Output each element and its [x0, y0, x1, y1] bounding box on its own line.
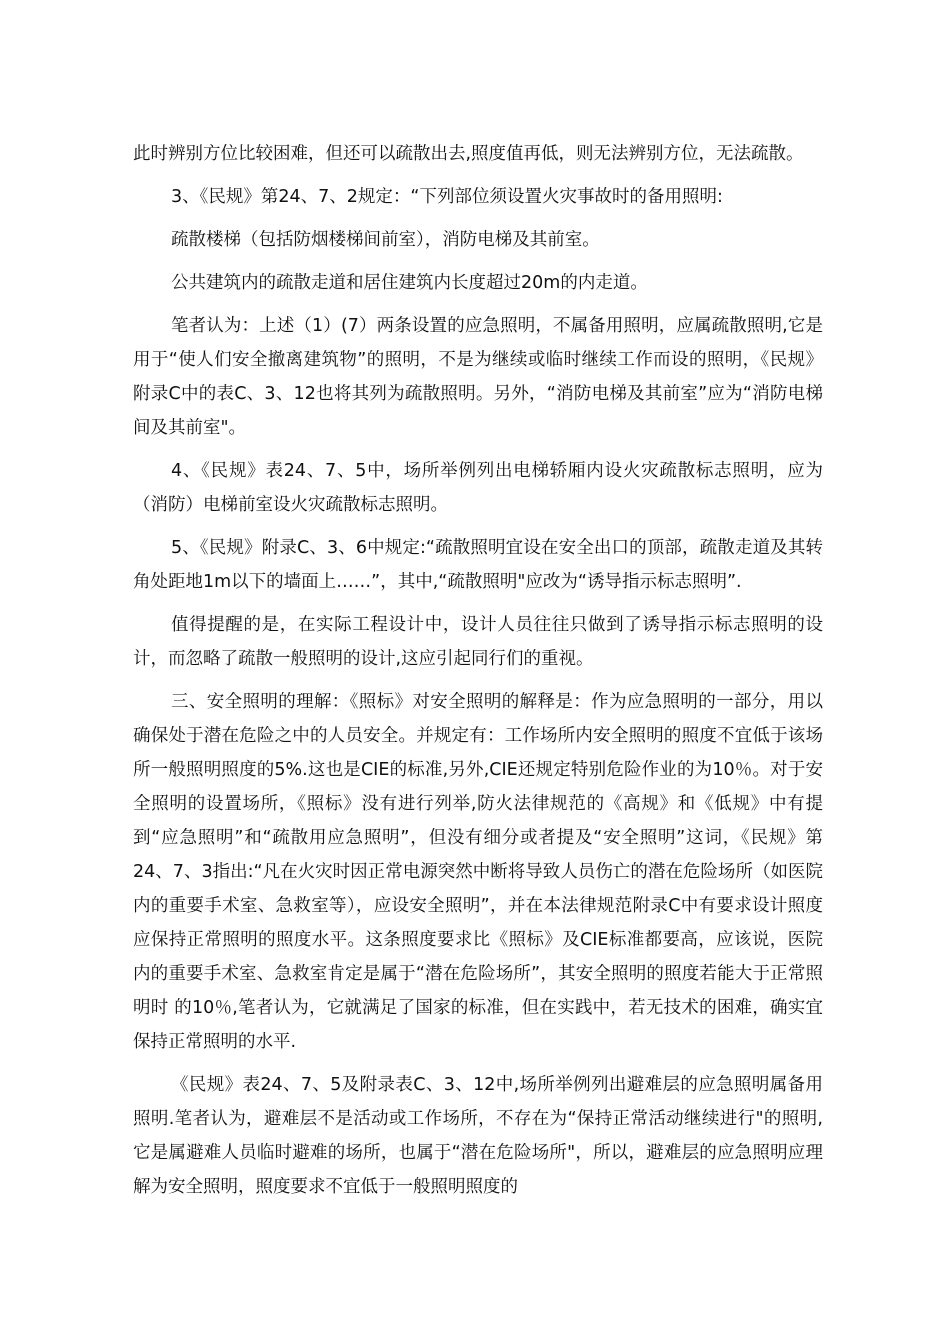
paragraph-author-opinion: 笔者认为：上述（1）(7）两条设置的应急照明，不属备用照明，应属疏散照明,它是用于“使人们安全撤离建筑物”的照明，不是为继续或临时继续工作而设的照明，《民规》附录C中的表C、3、12也将其列为疏散照明。另外，“消防电梯及其前室”应为“消防电梯间及其前室"。 [133, 316, 823, 438]
paragraph-reminder: 值得提醒的是，在实际工程设计中，设计人员往往只做到了诱导指示标志照明的设计，而忽略了疏散一般照明的设计,这应引起同行们的重视。 [133, 615, 823, 669]
paragraph-item-5: 5、《民规》附录C、3、6中规定:“疏散照明宜设在安全出口的顶部，疏散走道及其转角处距地1m以下的墙面上……”，其中,“疏散照明"应改为“诱导指示标志照明”. [133, 538, 823, 592]
paragraph-item-3: 3、《民规》第24、7、2规定：“下列部位须设置火灾事故时的备用照明: [171, 187, 723, 207]
paragraph-corridors: 公共建筑内的疏散走道和居住建筑内长度超过20m的内走道。 [171, 273, 648, 293]
paragraph-refuge-floor: 《民规》表24、7、5及附录表C、3、12中,场所举例列出避难层的应急照明属备用照明.笔者认为，避难层不是活动或工作场所，不存在为“保持正常活动继续进行"的照明,它是属避难人员临时避难的场所，也属于“潜在危险场所"，所以，避难层的应急照明应理解为安全照明，照度要求不宜低于一般照明照度的 [133, 1075, 823, 1197]
paragraph-safety-lighting: 三、安全照明的理解：《照标》对安全照明的解释是：作为应急照明的一部分，用以确保处于潜在危险之中的人员安全。并规定有：工作场所内安全照明的照度不宜低于该场所一般照明照度的5%.这也是CIE的标准,另外,CIE还规定特别危险作业的为10％。对于安全照明的设置场所，《照标》没有进行列举,防火法律规范的《高规》和《低规》中有提到“应急照明”和“疏散用应急照明”，但没有细分或者提及“安全照明”这词，《民规》第24、7、3指出:“凡在火灾时因正常电源突然中断将导致人员伤亡的潜在危险场所（如医院内的重要手术室、急救室等），应设安全照明”，并在本法律规范附录C中有要求设计照度应保持正常照明的照度水平。这条照度要求比《照标》及CIE标准都要高，应该说，医院内的重要手术室、急救室肯定是属于“潜在危险场所”，其安全照明的照度若能大于正常照明时 的10％,笔者认为，它就满足了国家的标准，但在实践中，若无技术的困难，确实宜保持正常照明的水平. [133, 692, 823, 1052]
paragraph-evacuation-stairs: 疏散楼梯（包括防烟楼梯间前室），消防电梯及其前室。 [171, 230, 600, 250]
paragraph-item-4: 4、《民规》表24、7、5中，场所举例列出电梯轿厢内设火灾疏散标志照明，应为（消防）电梯前室设火灾疏散标志照明。 [133, 461, 823, 515]
document-body [133, 137, 823, 1213]
paragraph-continuation: 此时辨别方位比较困难，但还可以疏散出去,照度值再低，则无法辨别方位，无法疏散。 [133, 144, 804, 164]
